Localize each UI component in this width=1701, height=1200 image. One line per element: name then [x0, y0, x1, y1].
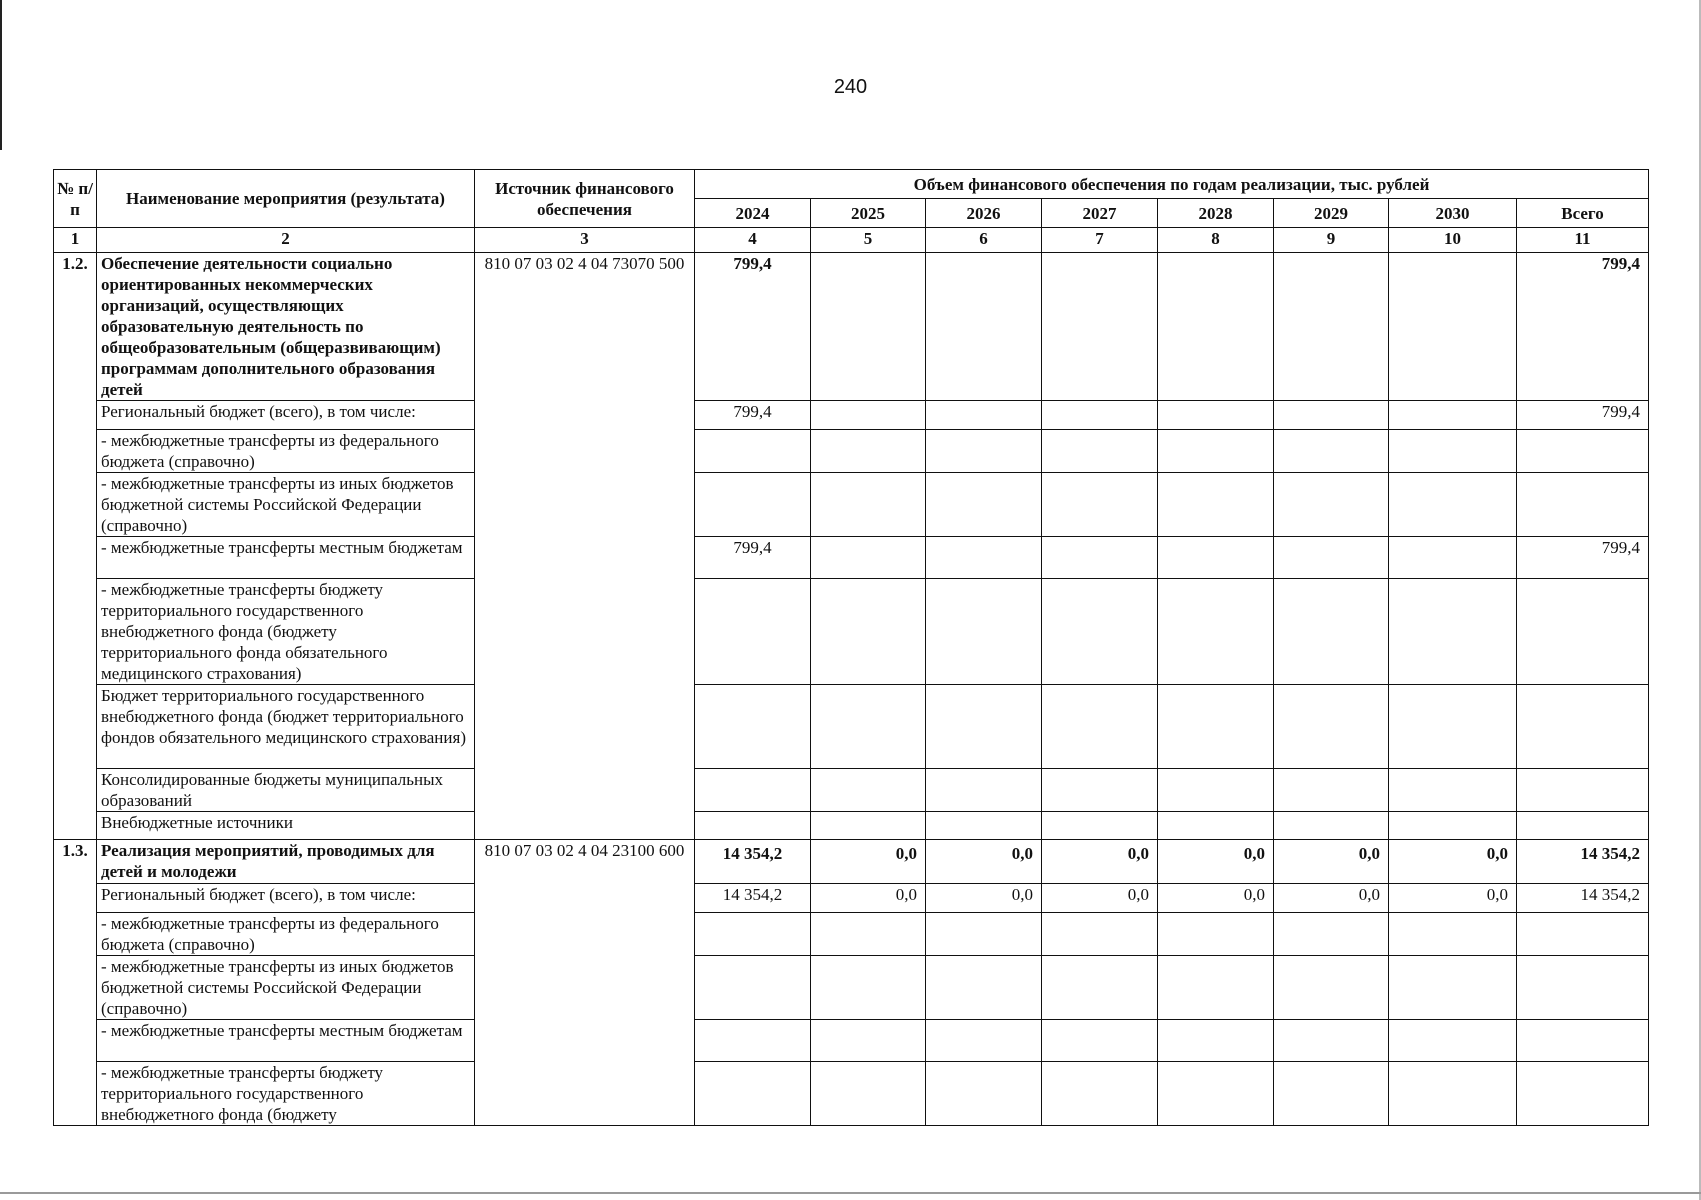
year-value: [1042, 430, 1158, 473]
year-value: [1042, 579, 1158, 685]
year-value: 0,0: [1274, 884, 1389, 913]
year-value: 0,0: [926, 840, 1042, 884]
total-value: [1517, 1062, 1649, 1126]
table-row: [54, 840, 1649, 884]
total-value: 14 354,2: [1517, 884, 1649, 913]
year-value: [926, 473, 1042, 537]
header-year: 2027: [1042, 199, 1158, 228]
column-index-row: [54, 228, 1649, 253]
column-index: 11: [1517, 228, 1649, 253]
year-value: [1158, 430, 1274, 473]
funding-source-line: - межбюджетные трансферты из федерального бюджета (справочно): [97, 430, 475, 473]
year-value: [1158, 401, 1274, 430]
year-value: [1042, 913, 1158, 956]
year-value: [1389, 1062, 1517, 1126]
year-value: [1158, 1020, 1274, 1062]
year-value: [926, 430, 1042, 473]
year-value: [1389, 1020, 1517, 1062]
year-value: [926, 401, 1042, 430]
year-value: [1042, 253, 1158, 401]
funding-source-line: Региональный бюджет (всего), в том числе:: [97, 401, 475, 430]
year-value: [811, 685, 926, 769]
year-value: [811, 812, 926, 840]
year-value: [1158, 769, 1274, 812]
year-value: [1389, 812, 1517, 840]
year-value: [1274, 1020, 1389, 1062]
column-index: 6: [926, 228, 1042, 253]
year-value: [1274, 537, 1389, 579]
table-row: [54, 473, 1649, 537]
year-value: 0,0: [1389, 840, 1517, 884]
year-value: [811, 579, 926, 685]
header-total: Всего: [1517, 199, 1649, 228]
year-value: [1158, 253, 1274, 401]
year-value: [1389, 253, 1517, 401]
header-num: № п/п: [54, 170, 97, 228]
table-row: [54, 956, 1649, 1020]
section-number: 1.3.: [54, 840, 97, 1126]
header-year: 2025: [811, 199, 926, 228]
year-value: [695, 769, 811, 812]
header-year: 2030: [1389, 199, 1517, 228]
column-index: 8: [1158, 228, 1274, 253]
year-value: [1042, 812, 1158, 840]
total-value: [1517, 956, 1649, 1020]
year-value: [1274, 913, 1389, 956]
year-value: [1389, 537, 1517, 579]
header-source: Источник финансового обеспечения: [475, 170, 695, 228]
funding-source-line: Региональный бюджет (всего), в том числе:: [97, 884, 475, 913]
year-value: [926, 1062, 1042, 1126]
year-value: [1042, 685, 1158, 769]
year-value: [1389, 430, 1517, 473]
table-row: [54, 253, 1649, 401]
year-value: [926, 769, 1042, 812]
measure-title: Обеспечение деятельности социально ориентированных некоммерческих организаций, осуществляющих образовательную деятельность по общеобразовательным (общеразвивающим) программам дополнительного образования детей: [97, 253, 475, 401]
column-index: 10: [1389, 228, 1517, 253]
table-row: [54, 913, 1649, 956]
header-volume: Объем финансового обеспечения по годам реализации, тыс. рублей: [695, 170, 1649, 199]
section-number: 1.2.: [54, 253, 97, 840]
year-value: [1158, 913, 1274, 956]
year-value: [811, 537, 926, 579]
year-value: [926, 579, 1042, 685]
year-value: 0,0: [1042, 840, 1158, 884]
year-value: [1158, 473, 1274, 537]
year-value: [811, 473, 926, 537]
year-value: [695, 1020, 811, 1062]
year-value: [926, 1020, 1042, 1062]
year-value: 0,0: [1158, 884, 1274, 913]
year-value: [1042, 537, 1158, 579]
year-value: [1158, 812, 1274, 840]
table-row: [54, 769, 1649, 812]
year-value: [926, 253, 1042, 401]
year-value: [1274, 579, 1389, 685]
year-value: [1042, 401, 1158, 430]
financing-table: [53, 169, 1649, 1126]
table-row: [54, 884, 1649, 913]
year-value: [926, 956, 1042, 1020]
year-value: [811, 956, 926, 1020]
year-value: 799,4: [695, 253, 811, 401]
column-index: 2: [97, 228, 475, 253]
year-value: [1274, 956, 1389, 1020]
header-year: 2026: [926, 199, 1042, 228]
year-value: [1274, 473, 1389, 537]
year-value: 0,0: [1042, 884, 1158, 913]
total-value: [1517, 769, 1649, 812]
year-value: [1158, 956, 1274, 1020]
year-value: [1158, 579, 1274, 685]
year-value: 0,0: [1158, 840, 1274, 884]
year-value: [926, 812, 1042, 840]
funding-source-line: Внебюджетные источники: [97, 812, 475, 840]
table-row: [54, 1020, 1649, 1062]
column-index: 3: [475, 228, 695, 253]
year-value: [1042, 1062, 1158, 1126]
total-value: [1517, 473, 1649, 537]
year-value: [1389, 685, 1517, 769]
year-value: [1042, 473, 1158, 537]
table-row: [54, 1062, 1649, 1126]
year-value: [1389, 473, 1517, 537]
scan-edge-left: [0, 0, 2, 150]
funding-source-line: Бюджет территориального государственного внебюджетного фонда (бюджет территориального фондов обязательного медицинского страхования): [97, 685, 475, 769]
year-value: [695, 430, 811, 473]
year-value: [1158, 537, 1274, 579]
year-value: [811, 401, 926, 430]
funding-source-line: - межбюджетные трансферты местным бюджетам: [97, 537, 475, 579]
total-value: 799,4: [1517, 537, 1649, 579]
year-value: 14 354,2: [695, 840, 811, 884]
header-year: 2028: [1158, 199, 1274, 228]
table-row: [54, 537, 1649, 579]
year-value: [1274, 1062, 1389, 1126]
column-index: 1: [54, 228, 97, 253]
year-value: [695, 685, 811, 769]
year-value: [695, 473, 811, 537]
year-value: [695, 812, 811, 840]
page-number: 240: [833, 76, 868, 98]
column-index: 4: [695, 228, 811, 253]
year-value: [695, 956, 811, 1020]
column-index: 5: [811, 228, 926, 253]
year-value: [1274, 430, 1389, 473]
year-value: [1389, 401, 1517, 430]
year-value: 14 354,2: [695, 884, 811, 913]
year-value: 0,0: [811, 884, 926, 913]
year-value: [1042, 769, 1158, 812]
year-value: [926, 537, 1042, 579]
budget-classification-code: 810 07 03 02 4 04 23100 600: [475, 840, 695, 1126]
year-value: [811, 253, 926, 401]
year-value: [811, 1020, 926, 1062]
year-value: [1042, 1020, 1158, 1062]
total-value: [1517, 579, 1649, 685]
table-row: [54, 430, 1649, 473]
budget-classification-code: 810 07 03 02 4 04 73070 500: [475, 253, 695, 840]
year-value: [1158, 1062, 1274, 1126]
year-value: [695, 1062, 811, 1126]
table-body: [54, 253, 1649, 1126]
measure-title: Реализация мероприятий, проводимых для детей и молодежи: [97, 840, 475, 884]
funding-source-line: - межбюджетные трансферты бюджету территориального государственного внебюджетного фонда (бюджету: [97, 1062, 475, 1126]
total-value: 799,4: [1517, 253, 1649, 401]
year-value: 0,0: [926, 884, 1042, 913]
header-row-top: [54, 170, 1649, 199]
total-value: [1517, 913, 1649, 956]
year-value: [1274, 812, 1389, 840]
header-year: 2024: [695, 199, 811, 228]
year-value: [1389, 579, 1517, 685]
year-value: [811, 913, 926, 956]
year-value: [811, 430, 926, 473]
year-value: 799,4: [695, 537, 811, 579]
column-index: 7: [1042, 228, 1158, 253]
year-value: [811, 1062, 926, 1126]
year-value: 0,0: [1274, 840, 1389, 884]
total-value: 799,4: [1517, 401, 1649, 430]
funding-source-line: - межбюджетные трансферты из иных бюджетов бюджетной системы Российской Федерации (справочно): [97, 473, 475, 537]
year-value: [926, 913, 1042, 956]
year-value: 799,4: [695, 401, 811, 430]
total-value: [1517, 430, 1649, 473]
table-row: [54, 812, 1649, 840]
funding-source-line: - межбюджетные трансферты из федерального бюджета (справочно): [97, 913, 475, 956]
funding-source-line: Консолидированные бюджеты муниципальных образований: [97, 769, 475, 812]
year-value: [1274, 685, 1389, 769]
scan-edge-bottom: [0, 1192, 1701, 1194]
year-value: [926, 685, 1042, 769]
year-value: [695, 579, 811, 685]
year-value: [1042, 956, 1158, 1020]
total-value: 14 354,2: [1517, 840, 1649, 884]
year-value: [1389, 769, 1517, 812]
year-value: 0,0: [1389, 884, 1517, 913]
table-row: [54, 579, 1649, 685]
funding-source-line: - межбюджетные трансферты бюджету территориального государственного внебюджетного фонда (бюджету территориального фонда обязательного медицинского страхования): [97, 579, 475, 685]
year-value: [1274, 401, 1389, 430]
year-value: 0,0: [811, 840, 926, 884]
funding-source-line: - межбюджетные трансферты из иных бюджетов бюджетной системы Российской Федерации (справочно): [97, 956, 475, 1020]
total-value: [1517, 812, 1649, 840]
year-value: [1274, 769, 1389, 812]
year-value: [811, 769, 926, 812]
total-value: [1517, 685, 1649, 769]
total-value: [1517, 1020, 1649, 1062]
year-value: [1274, 253, 1389, 401]
table-row: [54, 401, 1649, 430]
header-year: 2029: [1274, 199, 1389, 228]
year-value: [695, 913, 811, 956]
year-value: [1389, 956, 1517, 1020]
table-row: [54, 685, 1649, 769]
year-value: [1389, 913, 1517, 956]
year-value: [1158, 685, 1274, 769]
column-index: 9: [1274, 228, 1389, 253]
header-name: Наименование мероприятия (результата): [97, 170, 475, 228]
funding-source-line: - межбюджетные трансферты местным бюджетам: [97, 1020, 475, 1062]
